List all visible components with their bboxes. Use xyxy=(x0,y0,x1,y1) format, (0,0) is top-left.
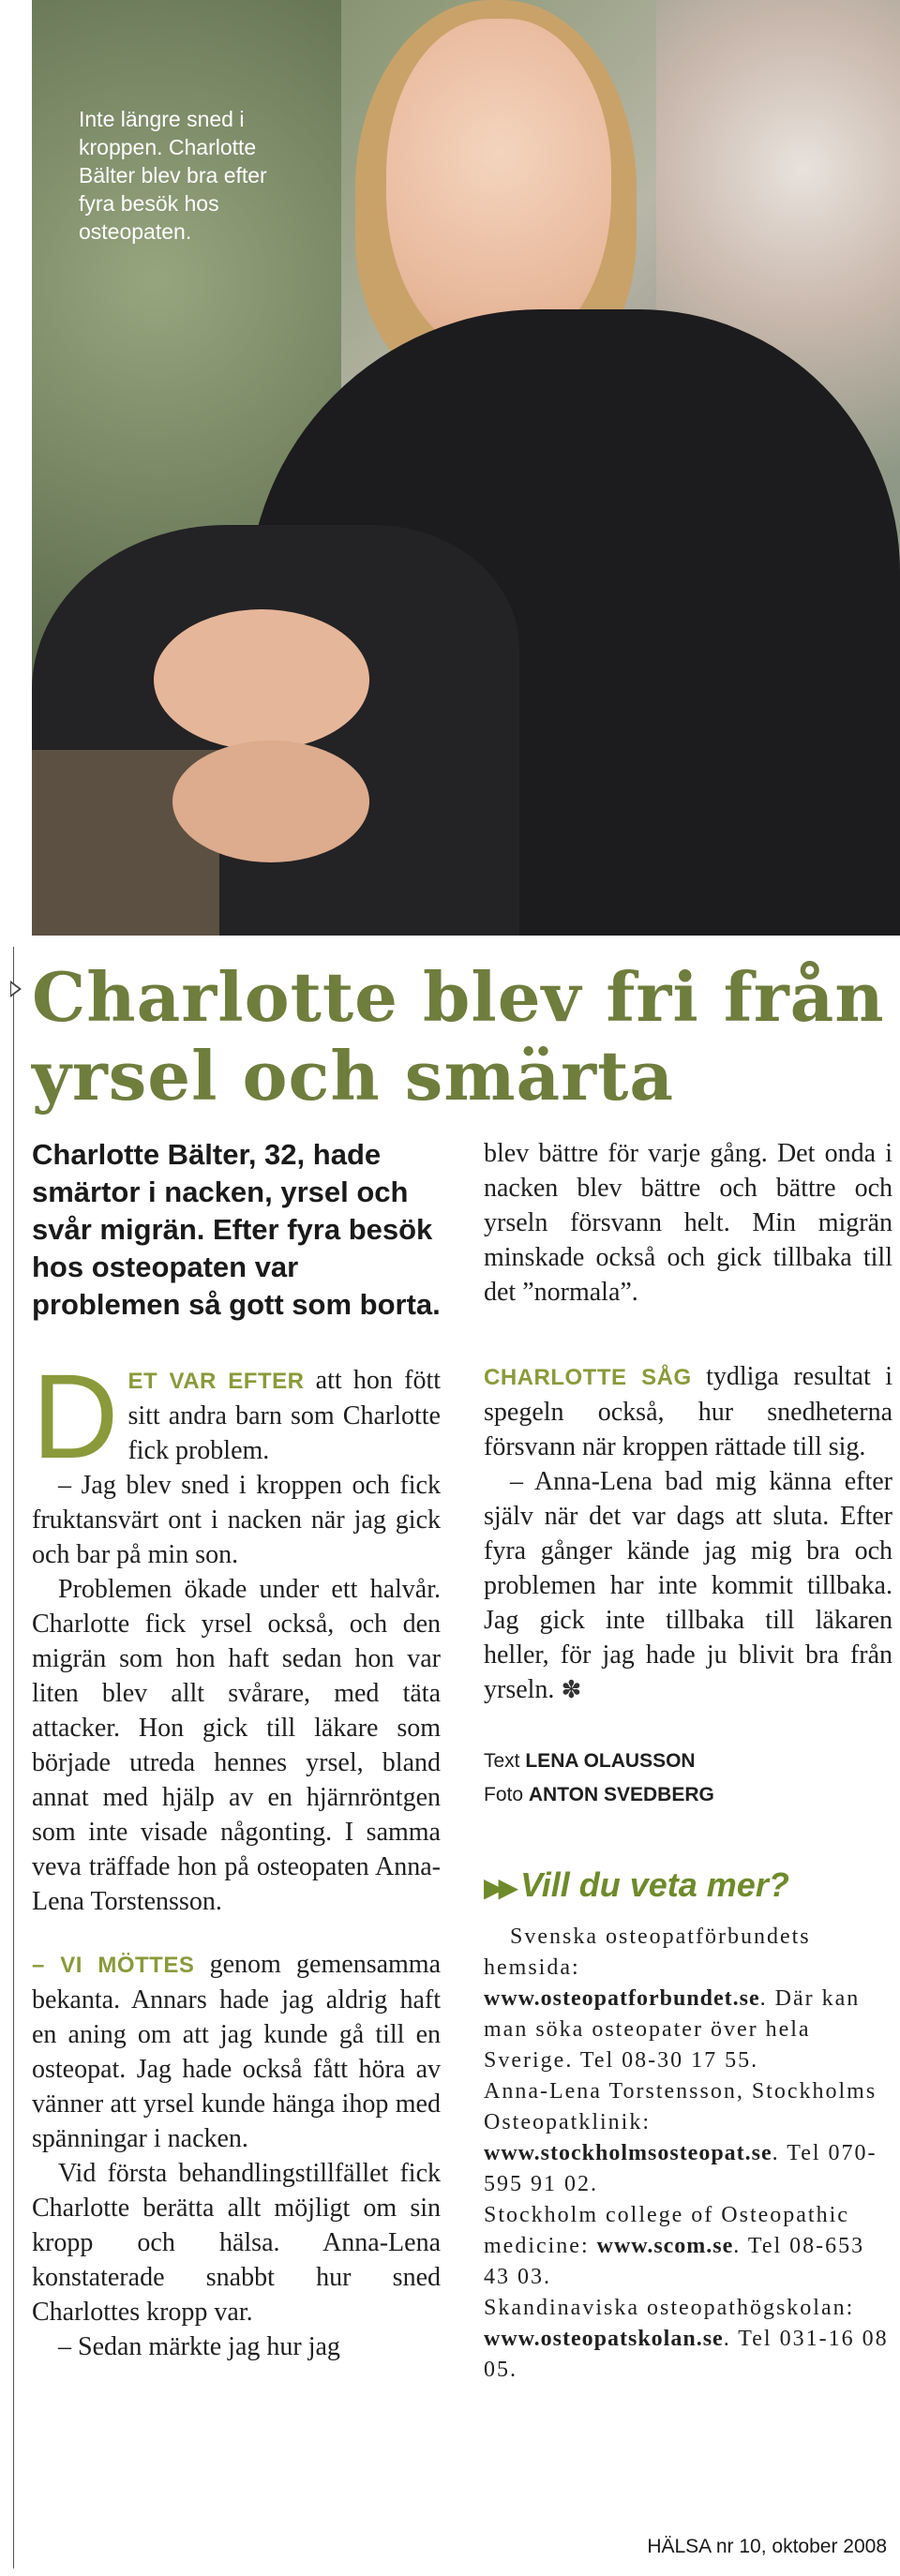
info-text xyxy=(484,1922,892,2386)
credit-name: ANTON SVEDBERG xyxy=(528,1784,714,1805)
paragraph xyxy=(32,1947,441,2156)
column-2 xyxy=(484,1359,892,2386)
kicker: CHARLOTTE SÅG xyxy=(484,1365,692,1390)
hand-lower xyxy=(172,741,369,862)
article-marker-icon xyxy=(10,981,22,997)
credits xyxy=(484,1745,892,1812)
end-mark-icon: ✽ xyxy=(561,1676,582,1703)
info-line: Stockholm college of Osteopathic medicine: xyxy=(484,2203,849,2258)
column-1 xyxy=(32,1350,442,2364)
credit-label: Foto xyxy=(484,1784,524,1805)
kicker: – VI MÖTTES xyxy=(32,1953,195,1978)
credit-label: Text xyxy=(484,1750,520,1772)
link-osteopatskolan[interactable]: www.osteopatskolan.se xyxy=(484,2327,724,2351)
info-title xyxy=(484,1865,892,1909)
info-title-text: Vill du veta mer? xyxy=(520,1865,789,1904)
paragraph: Problemen ökade under ett halvår. Charlotte fick yrsel också, och den migrän som hon haft sedan hon var liten blev allt svårare, med täta attacker. Hon gick till läkare som började utreda hennes yrsel, bland annat med hjälp av en hjärnröntgen som inte visade någonting. I samma veva träffade hon på osteopaten Anna-Lena Torstensson. xyxy=(32,1575,441,1916)
face xyxy=(386,19,611,356)
info-line: Anna-Lena Torstensson, Stockholms Osteopatklinik: xyxy=(484,2079,878,2134)
paragraph-text: genom gemensamma bekanta. Annars hade jag aldrig haft en aning om att jag kunde gå till en osteopat. Jag hade också fått höra av vänner att yrsel kunde hänga ihop med spänningar i nacken. xyxy=(32,1950,442,2153)
double-arrow-icon: ▶▶ xyxy=(484,1873,514,1902)
lead-paragraph: Charlotte Bälter, 32, hade smärtor i nacken, yrsel och svår migrän. Efter fyra besök hos osteopaten var problemen så gott som borta. xyxy=(32,1138,441,1321)
paragraph: blev bättre för varje gång. Det onda i nacken blev bättre och bättre och yrseln försvann helt. Min migrän minskade också och gick tillbaka till det ”normala”. xyxy=(484,1139,892,1307)
link-osteopatforbundet[interactable]: www.osteopatforbundet.se xyxy=(484,1986,760,2011)
info-line: . Tel 070-595 91 02. xyxy=(484,2141,878,2196)
kicker: ET VAR EFTER xyxy=(128,1369,305,1394)
column-2-top xyxy=(484,1136,892,1310)
link-stockholmsosteopat[interactable]: www.stockholmsosteopat.se xyxy=(484,2141,772,2165)
info-line: . Tel 031-16 08 05. xyxy=(484,2327,889,2382)
link-scom[interactable]: www.scom.se xyxy=(596,2234,734,2258)
photo-caption: Inte längre sned i kroppen. Charlotte Bälter blev bra efter fyra besök hos osteopaten. xyxy=(79,107,267,244)
info-box xyxy=(484,1865,892,2386)
text-credit xyxy=(484,1745,892,1778)
margin-rule xyxy=(13,947,15,2569)
credit-name: LENA OLAUSSON xyxy=(525,1750,696,1772)
paragraph-text: – Anna-Lena bad mig känna efter själv när det var dags att sluta. Efter fyra gånger kände jag mig bra och problemen har inte kommit tillbaka. Jag gick inte tillbaka till läkaren heller, för jag hade ju blivit bra från yrseln. xyxy=(484,1467,892,1704)
photo-credit xyxy=(484,1778,892,1812)
paragraph: Vid första behandlingstillfället fick Charlotte berätta allt möjligt om sin kropp och hälsa. Anna-Lena konstaterade snabbt hur sned Charlottes kropp var. xyxy=(32,2159,441,2327)
paragraph: – Jag blev sned i kroppen och fick fruktansvärt ont i nacken när jag gick och bar på min son. xyxy=(32,1471,441,1569)
paragraph xyxy=(32,1350,441,1484)
hand xyxy=(154,609,369,750)
info-line: . Där kan man söka osteopater över hela Sverige. Tel 08-30 17 55. xyxy=(484,1986,861,2073)
drop-cap: D xyxy=(32,1350,119,1484)
paragraph xyxy=(484,1464,892,1707)
info-line: Skandinaviska osteopathögskolan: xyxy=(484,2296,855,2320)
paragraph-text: att hon fött sitt andra barn som Charlotte fick problem. xyxy=(128,1366,441,1465)
paragraph-text: tydliga resultat i spegeln också, hur snedheterna försvann när kroppen rättade till sig. xyxy=(484,1362,892,1461)
page-footer: HÄLSA nr 10, oktober 2008 xyxy=(647,2536,887,2557)
paragraph: – Sedan märkte jag hur jag xyxy=(58,2332,340,2361)
headline: Charlotte blev fri från yrsel och smärta xyxy=(32,957,885,1116)
info-line: Svenska osteopatförbundets hemsida: xyxy=(484,1925,811,1980)
info-line: . Tel 08-653 43 03. xyxy=(484,2234,865,2289)
paragraph xyxy=(484,1359,892,1464)
